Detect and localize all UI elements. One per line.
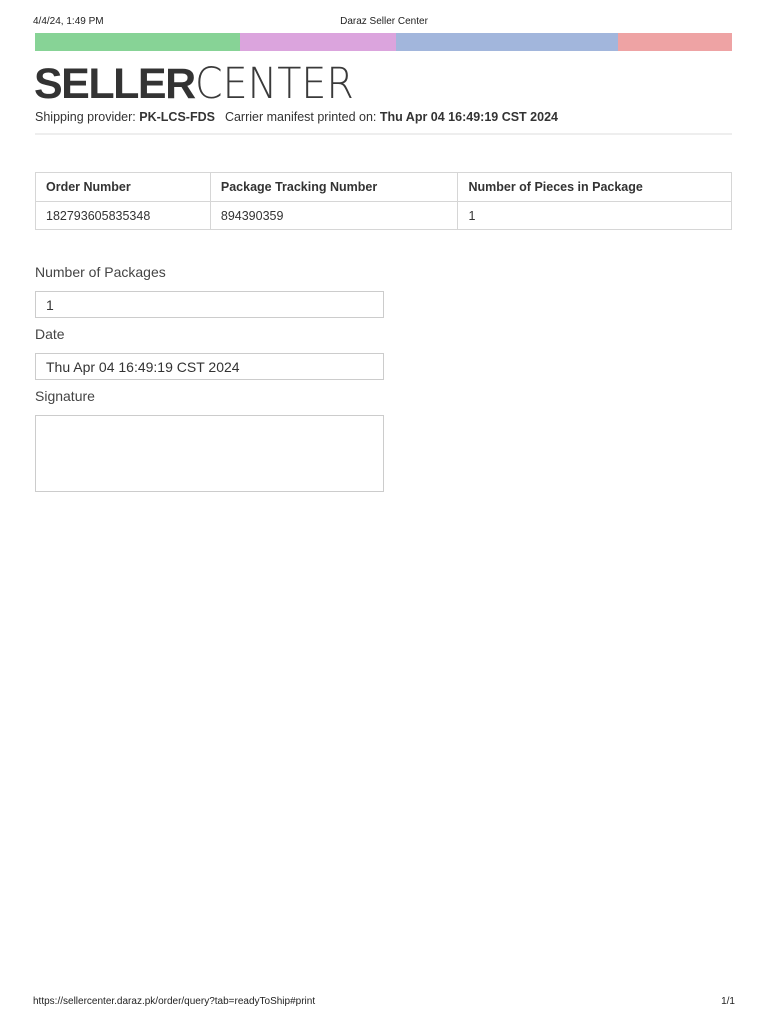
print-datetime: 4/4/24, 1:49 PM [33, 16, 104, 27]
page-count: 1/1 [721, 996, 735, 1007]
print-footer [33, 996, 735, 1010]
date-field: Thu Apr 04 16:49:19 CST 2024 [35, 353, 384, 380]
packages-field: 1 [35, 291, 384, 318]
order-table [35, 172, 732, 230]
table-row [36, 202, 732, 230]
shipping-provider-label: Shipping provider: [35, 110, 136, 124]
pieces-cell: 1 [458, 202, 732, 230]
signature-box [35, 415, 384, 492]
column-header-tracking-number: Package Tracking Number [210, 173, 458, 202]
packages-label: Number of Packages [35, 264, 166, 280]
print-header [33, 16, 735, 30]
page-url: https://sellercenter.daraz.pk/order/query?tab=readyToShip#print [33, 996, 316, 1007]
seller-center-logo [34, 59, 367, 109]
logo-center-text: CENTER [194, 59, 354, 109]
logo-seller-text: SELLER [34, 60, 195, 108]
manifest-printed-value: Thu Apr 04 16:49:19 CST 2024 [379, 110, 558, 124]
print-page-title: Daraz Seller Center [340, 16, 428, 27]
color-bar-segment-pink [240, 33, 396, 51]
table-header-row [36, 173, 732, 202]
tracking-number-cell: 894390359 [210, 202, 458, 230]
header-divider [35, 133, 732, 135]
brand-color-bar [35, 33, 732, 51]
column-header-order-number: Order Number [36, 173, 211, 202]
column-header-pieces: Number of Pieces in Package [458, 173, 732, 202]
date-label: Date [35, 326, 65, 342]
shipping-provider-value: PK-LCS-FDS [139, 110, 215, 124]
order-number-cell: 182793605835348 [36, 202, 211, 230]
color-bar-segment-green [35, 33, 240, 51]
color-bar-segment-blue [396, 33, 618, 51]
manifest-subline [35, 110, 558, 124]
signature-label: Signature [35, 388, 95, 404]
color-bar-segment-red [618, 33, 732, 51]
manifest-printed-label: Carrier manifest printed on: [224, 110, 377, 124]
